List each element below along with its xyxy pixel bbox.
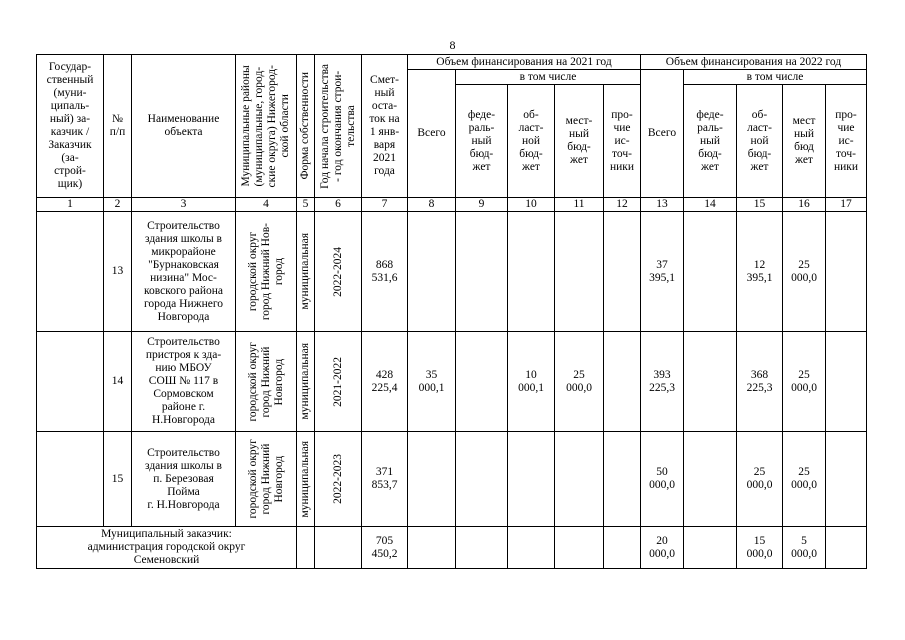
column-number: 1	[37, 198, 104, 212]
financing-table	[36, 54, 867, 569]
federal-2022-cell	[684, 527, 737, 569]
estimate-cell: 868 531,6	[362, 212, 408, 332]
customer-cell	[37, 432, 104, 527]
district-cell: городской округ город Нижний Новгород	[236, 332, 297, 432]
table-row	[37, 432, 867, 527]
federal-2022-cell	[684, 432, 737, 527]
regional-2022-cell: 15 000,0	[737, 527, 783, 569]
column-number: 5	[297, 198, 315, 212]
page-number: 8	[449, 38, 456, 52]
regional-2022-cell: 25 000,0	[737, 432, 783, 527]
years-cell: 2022-2024	[315, 212, 362, 332]
other-2021-cell	[604, 527, 641, 569]
column-number: 16	[783, 198, 826, 212]
column-number: 10	[508, 198, 555, 212]
ownership-cell: муниципальная	[297, 212, 315, 332]
local-2022-cell: 25 000,0	[783, 332, 826, 432]
ownership-cell	[297, 527, 315, 569]
column-number-row	[37, 198, 867, 212]
column-number: 9	[456, 198, 508, 212]
table-row	[37, 212, 867, 332]
column-number: 11	[555, 198, 604, 212]
local-2021-cell	[555, 527, 604, 569]
federal-2022-cell	[684, 332, 737, 432]
header-regional-2021: об- ласт- ной бюд- жет	[508, 85, 555, 198]
column-number: 4	[236, 198, 297, 212]
header-regional-2022: об- ласт- ной бюд- жет	[737, 85, 783, 198]
header-other-2021: про- чие ис- точ- ники	[604, 85, 641, 198]
column-number: 8	[408, 198, 456, 212]
object-name: Строительство здания школы в п. Березовая Пойма г. Н.Новгорода	[132, 432, 236, 527]
other-2022-cell	[826, 212, 867, 332]
column-number: 17	[826, 198, 867, 212]
header-financing-2022: Объем финансирования на 2022 год	[641, 55, 867, 70]
other-2022-cell	[826, 527, 867, 569]
column-number: 14	[684, 198, 737, 212]
row-number: 15	[104, 432, 132, 527]
total-2021-cell	[408, 212, 456, 332]
header-total-2022: Всего	[641, 70, 684, 198]
regional-2021-cell	[508, 212, 555, 332]
customer-total-row	[37, 527, 867, 569]
regional-2022-cell: 12 395,1	[737, 212, 783, 332]
header-local-2022: мест ный бюд жет	[783, 85, 826, 198]
regional-2021-cell	[508, 432, 555, 527]
customer-cell	[37, 332, 104, 432]
federal-2021-cell	[456, 432, 508, 527]
object-name: Строительство пристроя к зда- нию МБОУ СОШ № 117 в Сормовском районе г. Н.Новгорода	[132, 332, 236, 432]
total-2021-cell	[408, 432, 456, 527]
other-2021-cell	[604, 432, 641, 527]
total-2022-cell: 37 395,1	[641, 212, 684, 332]
header-years: Год начала строительства - год окончания строи- тельства	[315, 55, 362, 198]
local-2021-cell	[555, 212, 604, 332]
column-number: 3	[132, 198, 236, 212]
header-ownership: Форма собственности	[297, 55, 315, 198]
header-estimate: Смет- ный оста- ток на 1 янв- варя 2021 года	[362, 55, 408, 198]
federal-2021-cell	[456, 332, 508, 432]
district-cell: городской округ город Нижний Новгород	[236, 432, 297, 527]
total-2021-cell: 35 000,1	[408, 332, 456, 432]
estimate-cell: 428 225,4	[362, 332, 408, 432]
local-2022-cell: 5 000,0	[783, 527, 826, 569]
regional-2021-cell: 10 000,1	[508, 332, 555, 432]
object-name: Строительство здания школы в микрорайоне "Бурнаковская низина" Мос- ковского района города Нижнего Новгорода	[132, 212, 236, 332]
header-federal-2022: феде- раль- ный бюд- жет	[684, 85, 737, 198]
header-including-2022: в том числе	[684, 70, 867, 85]
other-2021-cell	[604, 212, 641, 332]
estimate-total-cell: 705 450,2	[362, 527, 408, 569]
local-2022-cell: 25 000,0	[783, 432, 826, 527]
header-district: Муниципальные районы (муниципальные, город- ские округа) Нижегород- ской области	[236, 55, 297, 198]
header-total-2021: Всего	[408, 70, 456, 198]
header-local-2021: мест- ный бюд- жет	[555, 85, 604, 198]
total-2021-cell	[408, 527, 456, 569]
regional-2021-cell	[508, 527, 555, 569]
header-other-2022: про- чие ис- точ- ники	[826, 85, 867, 198]
other-2022-cell	[826, 332, 867, 432]
column-number: 7	[362, 198, 408, 212]
column-number: 13	[641, 198, 684, 212]
header-row-1	[37, 55, 867, 70]
total-2022-cell: 393 225,3	[641, 332, 684, 432]
column-number: 6	[315, 198, 362, 212]
regional-2022-cell: 368 225,3	[737, 332, 783, 432]
table-row	[37, 332, 867, 432]
header-object-name: Наименование объекта	[132, 55, 236, 198]
total-2022-cell: 20 000,0	[641, 527, 684, 569]
municipal-customer-label: Муниципальный заказчик: администрация городской округ Семеновский	[37, 527, 297, 569]
row-number: 13	[104, 212, 132, 332]
years-cell: 2021-2022	[315, 332, 362, 432]
ownership-cell: муниципальная	[297, 332, 315, 432]
header-customer: Государ- ственный (муни- ципаль- ный) за- казчик / Заказчик (за- строй- щик)	[37, 55, 104, 198]
local-2021-cell: 25 000,0	[555, 332, 604, 432]
years-cell	[315, 527, 362, 569]
header-federal-2021: феде- раль- ный бюд- жет	[456, 85, 508, 198]
row-number: 14	[104, 332, 132, 432]
federal-2021-cell	[456, 212, 508, 332]
header-financing-2021: Объем финансирования на 2021 год	[408, 55, 641, 70]
column-number: 12	[604, 198, 641, 212]
customer-cell	[37, 212, 104, 332]
estimate-cell: 371 853,7	[362, 432, 408, 527]
other-2022-cell	[826, 432, 867, 527]
header-including-2021: в том числе	[456, 70, 641, 85]
federal-2021-cell	[456, 527, 508, 569]
years-cell: 2022-2023	[315, 432, 362, 527]
local-2022-cell: 25 000,0	[783, 212, 826, 332]
total-2022-cell: 50 000,0	[641, 432, 684, 527]
local-2021-cell	[555, 432, 604, 527]
column-number: 15	[737, 198, 783, 212]
federal-2022-cell	[684, 212, 737, 332]
column-number: 2	[104, 198, 132, 212]
other-2021-cell	[604, 332, 641, 432]
ownership-cell: муниципальная	[297, 432, 315, 527]
district-cell: городской округ город Нижний Нов- город	[236, 212, 297, 332]
header-number: № п/п	[104, 55, 132, 198]
